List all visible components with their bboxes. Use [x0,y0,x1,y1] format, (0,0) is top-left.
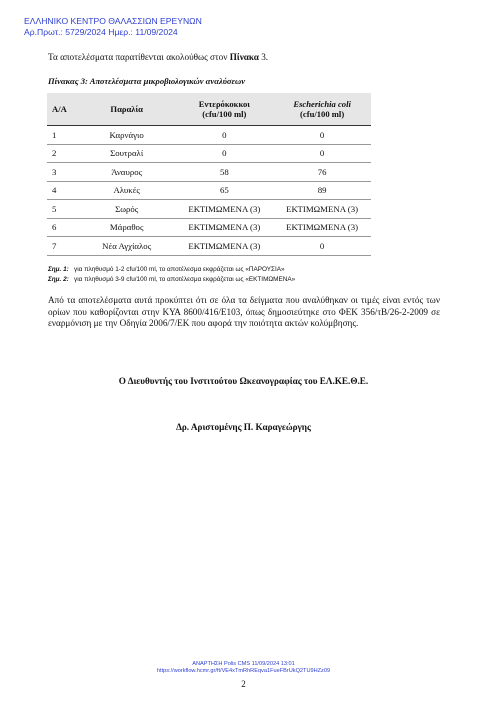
cell-enterococci: 58 [175,163,273,182]
note-text: για πληθυσμό 3-9 cfu/100 ml, το αποτέλεσμα εκφράζεται ως «ΕΚΤΙΜΩΜΕΝΑ» [74,276,296,283]
header-enterococci-unit: (cfu/100 ml) [202,109,247,119]
header-aa: Α/Α [47,93,78,126]
cell-beach: Αλυκές [78,181,176,200]
organization-name: ΕΛΛΗΝΙΚΟ ΚΕΝΤΡΟ ΘΑΛΑΣΣΙΩΝ ΕΡΕΥΝΩΝ [24,16,202,26]
cell-beach: Νέα Αγχίαλος [78,237,176,256]
table-row [47,218,371,237]
note-1 [48,265,295,275]
stamp-date: ΑΝΑΡΤΗΣΗ Polis CMS 11/09/2024 13:01 [192,661,295,667]
note-label: Σημ. 1: [48,266,69,273]
cell-enterococci: 0 [175,144,273,163]
table-row [47,181,371,200]
cell-ecoli: ΕΚΤΙΜΩΜΕΝΑ (3) [273,200,371,219]
signer-name: Δρ. Αριστομένης Π. Καραγεώργης [176,422,311,432]
cell-aa: 3 [47,163,78,182]
table-row [47,237,371,256]
note-2 [48,275,295,285]
protocol-number: Αρ.Πρωτ.: 5729/2024 Ημερ.: 11/09/2024 [24,26,178,37]
cell-beach: Σωρός [78,200,176,219]
cell-aa: 6 [47,218,78,237]
cell-ecoli: ΕΚΤΙΜΩΜΕΝΑ (3) [273,218,371,237]
header-ecoli [273,93,371,126]
table-reference: Πίνακα [229,52,259,62]
document-header [24,16,202,37]
header-beach: Παραλία [78,93,176,126]
cell-beach: Καρνάγιο [78,126,176,145]
cell-enterococci: ΕΚΤΙΜΩΜΕΝΑ (3) [175,237,273,256]
header-ecoli-unit: (cfu/100 ml) [300,109,345,119]
cell-ecoli: 0 [273,126,371,145]
conclusion-paragraph: Από τα αποτελέσματα αυτά προκύπτει ότι σε όλα τα δείγματα που αναλύθηκαν οι τιμές είναι εντός των ορίων που καθορίζονται στην ΚΥΑ 8600/416/Ε103, όπως δημοσιεύτηκε στο ΦΕΚ 356/τΒ/26-2-2009 σε εναρμόνιση με την Οδηγία 2006/7/ΕΚ που αφορά την ποιότητα ακτών κολύμβησης. [48,295,440,328]
cell-enterococci: ΕΚΤΙΜΩΜΕΝΑ (3) [175,218,273,237]
cell-beach: Άναυρος [78,163,176,182]
cell-ecoli: 89 [273,181,371,200]
note-label: Σημ. 2: [48,276,69,283]
cell-beach: Σουτραλί [78,144,176,163]
page-number: 2 [241,679,246,689]
header-enterococci-label: Εντερόκοκκοι [198,99,250,109]
cell-aa: 2 [47,144,78,163]
table-row [47,144,371,163]
header-enterococci [175,93,273,126]
table-row [47,200,371,219]
intro-sentence [48,52,268,62]
cell-aa: 4 [47,181,78,200]
director-title: Ο Διευθυντής του Ινστιτούτου Ωκεανογραφίας του ΕΛ.ΚΕ.Θ.Ε. [118,376,369,386]
cell-enterococci: ΕΚΤΙΜΩΜΕΝΑ (3) [175,200,273,219]
stamp-link[interactable]: https://workflow.hcmr.gr/ft/VE4xTmRhREqva1FueFBrUkQ2TU9HZz09 [156,668,331,675]
cell-ecoli: 0 [273,237,371,256]
cell-enterococci: 65 [175,181,273,200]
cell-aa: 7 [47,237,78,256]
note-text: για πληθυσμό 1-2 cfu/100 ml, το αποτέλεσμα εκφράζεται ως «ΠΑΡΟΥΣΙΑ» [74,266,285,273]
cell-ecoli: 76 [273,163,371,182]
cell-enterococci: 0 [175,126,273,145]
intro-text-end: 3. [258,52,269,62]
cell-ecoli: 0 [273,144,371,163]
cell-aa: 1 [47,126,78,145]
header-ecoli-label: Escherichia coli [293,99,351,109]
table-row [47,163,371,182]
table-caption: Πίνακας 3: Αποτελέσματα μικροβιολογικών αναλύσεων [48,76,246,86]
table-row [47,126,371,145]
table-notes [48,265,295,285]
posting-stamp [0,661,487,675]
table-header-row [47,93,371,126]
cell-aa: 5 [47,200,78,219]
results-table [47,93,371,256]
cell-beach: Μάραθος [78,218,176,237]
intro-text: Τα αποτελέσματα παρατίθενται ακολούθως στον [48,52,230,62]
